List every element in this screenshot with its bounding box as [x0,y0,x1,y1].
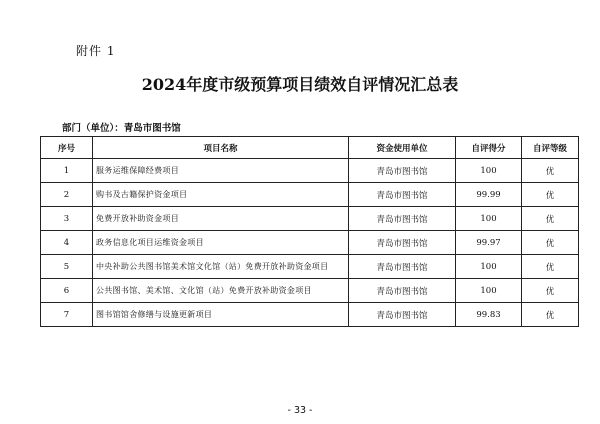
table-row [41,279,579,303]
row-score: 100 [456,255,522,279]
table-row [41,255,579,279]
row-fund-unit: 青岛市图书馆 [349,303,456,327]
table-row [41,183,579,207]
row-grade: 优 [522,207,579,231]
row-project-name: 服务运维保障经费项目 [93,159,349,183]
row-project-name: 公共图书馆、美术馆、文化馆（站）免费开放补助资金项目 [93,279,349,303]
table-row [41,159,579,183]
department-line: 部门（单位）：青岛市图书馆 [62,123,181,134]
row-grade: 优 [522,159,579,183]
attachment-label: 附件 1 [76,44,116,58]
table-header-row [41,137,579,159]
header-fund-unit: 资金使用单位 [349,137,456,159]
row-project-name: 政务信息化项目运维资金项目 [93,231,349,255]
row-fund-unit: 青岛市图书馆 [349,255,456,279]
row-fund-unit: 青岛市图书馆 [349,279,456,303]
row-project-name: 图书馆馆舍修缮与设施更新项目 [93,303,349,327]
row-fund-unit: 青岛市图书馆 [349,231,456,255]
table-row [41,207,579,231]
row-index: 4 [41,231,93,255]
page-number: - 33 - [287,405,313,416]
row-score: 100 [456,207,522,231]
header-index: 序号 [41,137,93,159]
row-fund-unit: 青岛市图书馆 [349,207,456,231]
row-score: 100 [456,159,522,183]
row-grade: 优 [522,255,579,279]
row-score: 100 [456,279,522,303]
document-title: 2024年度市级预算项目绩效自评情况汇总表 [141,75,459,94]
row-index: 7 [41,303,93,327]
header-grade: 自评等级 [522,137,579,159]
row-index: 5 [41,255,93,279]
row-project-name: 中央补助公共图书馆美术馆文化馆（站）免费开放补助资金项目 [93,255,349,279]
header-score: 自评得分 [456,137,522,159]
row-grade: 优 [522,231,579,255]
row-score: 99.97 [456,231,522,255]
row-project-name: 购书及古籍保护资金项目 [93,183,349,207]
row-project-name: 免费开放补助资金项目 [93,207,349,231]
row-index: 1 [41,159,93,183]
row-index: 2 [41,183,93,207]
header-project-name: 项目名称 [93,137,349,159]
table-row [41,231,579,255]
row-index: 3 [41,207,93,231]
row-score: 99.83 [456,303,522,327]
row-fund-unit: 青岛市图书馆 [349,159,456,183]
table-row [41,303,579,327]
row-grade: 优 [522,279,579,303]
row-grade: 优 [522,183,579,207]
summary-table [40,136,579,327]
row-grade: 优 [522,303,579,327]
row-fund-unit: 青岛市图书馆 [349,183,456,207]
row-score: 99.99 [456,183,522,207]
row-index: 6 [41,279,93,303]
